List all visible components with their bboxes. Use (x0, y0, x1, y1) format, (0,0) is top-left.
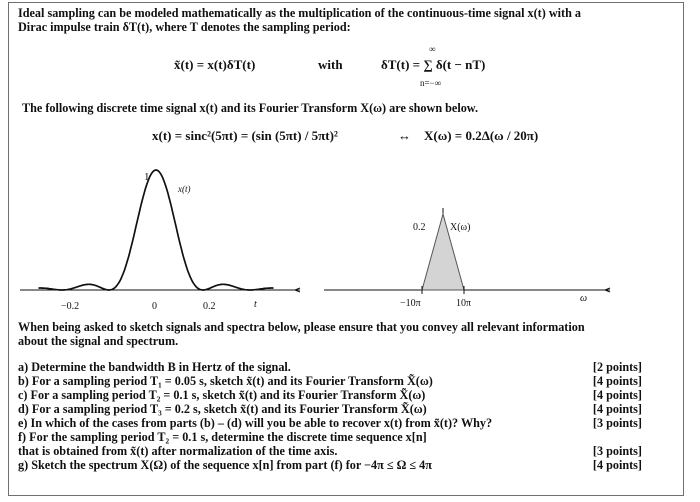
intro-line-1: Ideal sampling can be modeled mathematically as the multiplication of the continuous-time signal x(t) with a (18, 6, 581, 20)
signal-eq-rhs: X(ω) = 0.2Δ(ω / 20π) (424, 128, 539, 143)
sinc-squared-curve (39, 170, 274, 290)
time-plot-label: x(t) (178, 184, 191, 194)
points-c: [4 points] (592, 388, 642, 402)
question-c: c) For a sampling period T₂ = 0.1 s, sketch x̃(t) and its Fourier Transform X̃(ω) (18, 388, 426, 402)
question-f: f) For the sampling period T₂ = 0.1 s, determine the discrete time sequence x[n] (18, 430, 427, 444)
question-e: e) In which of the cases from parts (b) – (d) will you be able to recover x(t) from x̃(t)? Why? (18, 416, 493, 430)
instructions-line-1: When being asked to sketch signals and spectra below, please ensure that you convey all relevant information (18, 320, 585, 334)
instructions-line-2: about the signal and spectrum. (18, 334, 179, 348)
frequency-axis-label: ω (580, 293, 588, 304)
frequency-peak-label: 0.2 (413, 222, 426, 233)
time-tick-pos: 0.2 (203, 301, 216, 312)
points-b: [4 points] (592, 374, 642, 388)
points-e: [3 points] (592, 416, 642, 430)
frequency-plot-label: X(ω) (450, 222, 471, 233)
time-tick-zero: 0 (152, 301, 157, 312)
question-g: g) Sketch the spectrum X(Ω) of the sequence x[n] from part (f) for −4π ≤ Ω ≤ 4π (18, 458, 432, 472)
sum-lower-limit: n=−∞ (420, 78, 442, 88)
points-a: [2 points] (592, 360, 642, 374)
points-g: [4 points] (592, 458, 642, 472)
question-b: b) For a sampling period T₁ = 0.05 s, sketch x̃(t) and its Fourier Transform X̃(ω) (18, 374, 433, 388)
sum-upper-limit: ∞ (429, 44, 436, 54)
signal-intro: The following discrete time signal x(t) and its Fourier Transform X(ω) are shown below. (22, 101, 478, 115)
time-axis-label: t (254, 299, 257, 310)
question-a: a) Determine the bandwidth B in Hertz of the signal. (18, 360, 291, 374)
time-tick-neg: −0.2 (61, 301, 80, 312)
intro-line-2: Dirac impulse train δT(t), where T denotes the sampling period: (18, 20, 351, 34)
frequency-tick-pos: 10π (456, 298, 472, 309)
transform-arrow: ↔ (398, 128, 411, 143)
sampling-eq-with: with (318, 57, 343, 72)
question-f-continued: that is obtained from x̃(t) after normalization of the time axis. (18, 444, 338, 458)
time-peak-label: 1 (144, 171, 150, 183)
sampling-eq-rhs: δT(t) = ∑ δ(t − nT) (381, 57, 486, 72)
signal-eq-lhs: x(t) = sinc²(5πt) = (sin (5πt) / 5πt)² (152, 128, 338, 143)
sampling-eq-lhs: x̃(t) = x(t)δT(t) (174, 57, 256, 72)
frequency-tick-neg: −10π (400, 298, 421, 309)
question-d: d) For a sampling period T₃ = 0.2 s, sketch x̃(t) and its Fourier Transform X̃(ω) (18, 402, 427, 416)
points-f: [3 points] (592, 444, 642, 458)
points-d: [4 points] (592, 402, 642, 416)
